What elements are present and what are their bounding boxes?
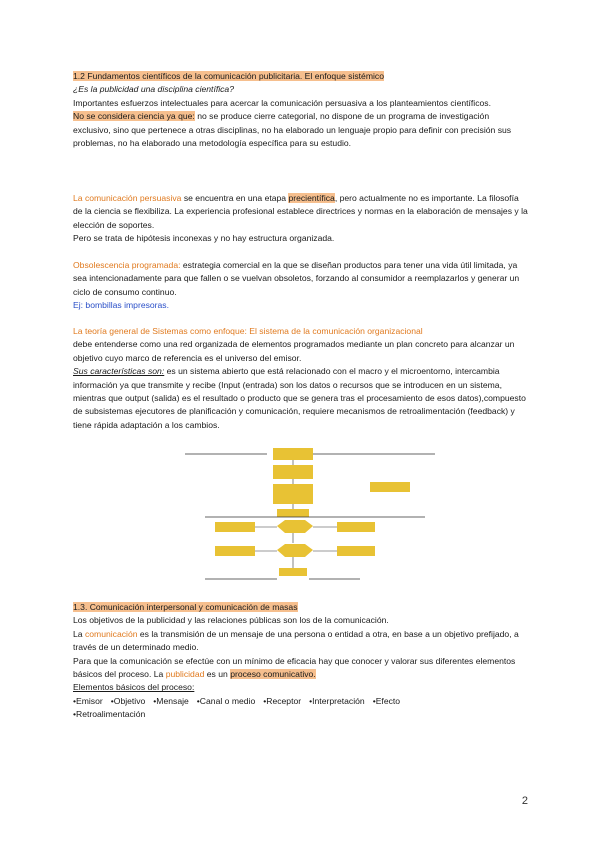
obsolescencia-paragraph: Obsolescencia programada: estrategia comercial en la que se diseñan productos para tener una vida útil limitada, ya sea intencionadamente para que fallen o se vuelvan obsoletos, forzando al consumidor a reemplazarlos y generar un ciclo de consumo continuo. Ej: bombillas impresoras.	[73, 259, 528, 313]
diagram-node	[277, 544, 313, 557]
diagram-box	[370, 482, 410, 492]
diagram-box	[279, 568, 307, 576]
comunicacion-term: comunicación	[84, 628, 138, 639]
elementos-label: Elementos básicos del proceso:	[73, 682, 195, 693]
sistemas-label: La teoría general de Sistemas como enfoque: El sistema de la comunicación organizacional	[73, 326, 423, 336]
systems-diagram	[185, 440, 435, 585]
diagram-box	[273, 465, 313, 479]
caracteristicas-label: Sus características son:	[73, 366, 165, 377]
intro-paragraph: Importantes esfuerzos intelectuales para acercar la comunicación persuasiva a los planteamientos científicos.	[73, 97, 491, 108]
diagram-node	[277, 520, 313, 533]
persuasiva-label: La comunicación persuasiva	[73, 193, 182, 203]
sistemas-paragraph: La teoría general de Sistemas como enfoque: El sistema de la comunicación organizacional debe entenderse como una red organizada de elementos programados mediante un plan concreto para alcanzar un objetivo cuyo marco de referencia es el universo del emisor. Sus características son: es un sistema abierto que está relacionado con el macro y el microentorno, intercambia información ya que transmite y recibe (Input (entrada) son los datos o recursos que se introducen en un sistema, mientras que output (salida) es el resultado o producto que se genera tras el procesamiento de esos datos),compuesto de subsistemas ejecutores de planificación y comunicación, requiere mecanismos de retroalimentación (feedback) y tiene rápida adaptación a los cambios.	[73, 325, 528, 432]
diagram-box	[215, 522, 255, 532]
section-heading: 1.2 Fundamentos científicos de la comunicación publicitaria. El enfoque sistémico	[73, 71, 384, 81]
section-question: ¿Es la publicidad una disciplina científica?	[73, 84, 234, 95]
publicidad-term: publicidad	[165, 669, 205, 680]
diagram-box	[337, 546, 375, 556]
page-number: 2	[521, 795, 528, 807]
obsolescencia-label: Obsolescencia programada:	[73, 260, 181, 270]
section-1-2	[73, 70, 528, 150]
obsolescencia-example: Ej: bombillas impresoras.	[73, 300, 169, 311]
list-item: •Mensaje	[153, 695, 189, 706]
no-ciencia-label: No se considera ciencia ya que:	[73, 111, 195, 122]
precientifica-term: precientífica	[288, 193, 335, 203]
list-item: •Canal o medio	[196, 695, 256, 706]
no-ciencia-paragraph: No se considera ciencia ya que: no se produce cierre categorial, no dispone de un programa de investigación exclusivo, sino que pertenece a otras disciplinas, no ha elaborado un lenguaje propio para definir con precisión sus problemas, no ha elaborado una metodología específica para su estudio.	[73, 111, 512, 149]
section-heading: 1.3. Comunicación interpersonal y comunicación de masas	[73, 602, 298, 612]
diagram-box	[273, 448, 313, 460]
persuasiva-paragraph: La comunicación persuasiva se encuentra en una etapa precientífica, pero actualmente no es importante. La filosofía de la ciencia se flexibiliza. La experiencia profesional establece directrices y normas en la elaboración de mensajes y la elección de soportes. Pero se trata de hipótesis inconexas y no hay estructura organizada.	[73, 193, 528, 244]
section-1-3: 1.3. Comunicación interpersonal y comunicación de masas Los objetivos de la publicidad y las relaciones públicas son los de la comunicación. La comunicación es la transmisión de un mensaje de una persona o entidad a otra, en base a un objetivo prefijado, a través de un determinado medio. Para que la comunicación se efectúe con un mínimo de eficacia hay que conocer y valorar sus diferentes elementos básicos del proceso. La publicidad es un proceso comunicativo. Elementos básicos del proceso: •Emisor •Objetivo •Mensaje •Canal o medio •Receptor •Interpretación •Efecto •Retroalimentación	[73, 601, 528, 722]
diagram-box	[215, 546, 255, 556]
list-item: •Interpretación	[309, 695, 365, 706]
comunicacion-paragraph: La comunicación es la transmisión de un mensaje de una persona o entidad a otra, en base a un objetivo prefijado, a través de un determinado medio.	[73, 628, 519, 653]
caracteristicas-paragraph: Sus características son: es un sistema abierto que está relacionado con el macro y el microentorno, intercambia información ya que transmite y recibe (Input (entrada) son los datos o recursos que se introducen en un sistema, mientras que output (salida) es el resultado o producto que se genera tras el procesamiento de esos datos),compuesto de subsistemas ejecutores de planificación y comunicación, requiere mecanismos de retroalimentación (feedback) y tiene rápida adaptación a los cambios.	[73, 366, 526, 430]
diagram-box	[273, 484, 313, 504]
eficacia-paragraph: Para que la comunicación se efectúe con un mínimo de eficacia hay que conocer y valorar sus diferentes elementos básicos del proceso. La publicidad es un proceso comunicativo.	[73, 655, 516, 680]
list-item: •Receptor	[263, 695, 302, 706]
proceso-term: proceso comunicativo.	[230, 669, 316, 680]
diagram-box	[337, 522, 375, 532]
list-item: •Retroalimentación	[73, 709, 146, 720]
list-item: •Objetivo	[110, 695, 146, 706]
list-item: •Efecto	[372, 695, 401, 706]
elementos-list	[73, 695, 528, 722]
diagram-box	[277, 509, 309, 517]
list-item: •Emisor	[73, 695, 103, 706]
